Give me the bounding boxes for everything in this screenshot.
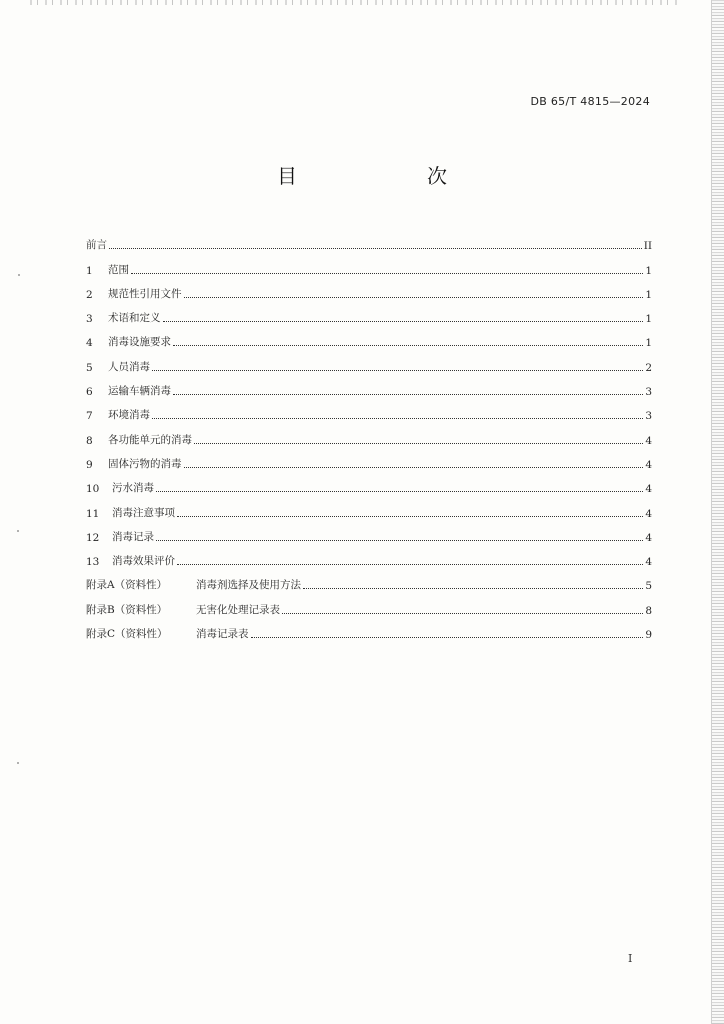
toc-entry[interactable] [86, 252, 652, 276]
toc-leader-dots [173, 345, 643, 346]
toc-entry[interactable] [86, 422, 652, 446]
toc-leader-dots [282, 613, 643, 614]
toc-entry-label: 消毒设施要求 [108, 336, 171, 349]
toc-entry[interactable] [86, 398, 652, 422]
toc-entry-label: 人员消毒 [108, 360, 150, 373]
toc-leader-dots [184, 467, 644, 468]
toc-entry-number: 8 [86, 434, 93, 447]
toc-entry-label: 消毒记录表 [196, 628, 249, 641]
toc-entry[interactable] [86, 592, 652, 616]
toc-entry-number: 9 [86, 458, 93, 471]
toc-entry[interactable] [86, 568, 652, 592]
toc-entry-page: 5 [645, 580, 652, 593]
toc-entry-label: 消毒效果评价 [112, 555, 175, 568]
toc-leader-dots [251, 637, 644, 638]
toc-entry-number: 3 [86, 313, 93, 326]
toc-entry-page: 9 [645, 629, 652, 642]
toc-entry-label: 运输车辆消毒 [108, 385, 171, 398]
toc-leader-dots [156, 491, 643, 492]
toc-entry-page: 4 [645, 507, 652, 520]
toc-entry-page: 4 [645, 531, 652, 544]
toc-entry-number: 附录C（资料性） [86, 628, 168, 641]
toc-entry[interactable] [86, 520, 652, 544]
toc-entry-number: 5 [86, 361, 93, 374]
toc-entry-label: 消毒记录 [112, 530, 154, 543]
toc-entry-page: 4 [645, 434, 652, 447]
toc-entry[interactable] [86, 617, 652, 641]
toc-entry-label: 污水消毒 [112, 482, 154, 495]
table-of-contents [86, 228, 652, 641]
toc-entry-number: 13 [86, 556, 100, 569]
toc-entry-label: 消毒剂选择及使用方法 [196, 579, 301, 592]
toc-entry-label: 环境消毒 [108, 409, 150, 422]
scan-speck [18, 274, 20, 276]
toc-leader-dots [303, 588, 643, 589]
toc-leader-dots [152, 370, 643, 371]
toc-leader-dots [177, 516, 643, 517]
toc-entry-number: 2 [86, 288, 93, 301]
toc-entry-page: 1 [645, 288, 652, 301]
toc-entry-number: 12 [86, 531, 100, 544]
toc-entry-label: 各功能单元的消毒 [108, 433, 192, 446]
toc-entry[interactable] [86, 471, 652, 495]
scan-speck [17, 762, 19, 764]
toc-entry-number: 附录B（资料性） [86, 603, 168, 616]
toc-entry-page: 8 [645, 604, 652, 617]
page-number: I [628, 952, 633, 965]
toc-entry-label: 术语和定义 [108, 312, 161, 325]
toc-entry-label: 固体污物的消毒 [108, 457, 182, 470]
toc-entry-label: 无害化处理记录表 [196, 603, 280, 616]
toc-entry[interactable] [86, 374, 652, 398]
toc-entry[interactable] [86, 447, 652, 471]
toc-leader-dots [156, 540, 643, 541]
toc-entry[interactable] [86, 495, 652, 519]
toc-leader-dots [109, 248, 642, 249]
toc-entry-number: 4 [86, 337, 93, 350]
scan-edge-top [30, 0, 680, 5]
scan-speck [17, 530, 19, 532]
toc-entry[interactable] [86, 325, 652, 349]
toc-title: 目 次 [277, 164, 477, 188]
toc-entry-number: 6 [86, 386, 93, 399]
toc-entry-number: 10 [86, 483, 100, 496]
toc-leader-dots [173, 394, 643, 395]
toc-entry-page: 4 [645, 483, 652, 496]
toc-entry-page: 1 [645, 337, 652, 350]
toc-entry[interactable] [86, 544, 652, 568]
toc-entry[interactable] [86, 277, 652, 301]
toc-entry-page: 4 [645, 556, 652, 569]
toc-entry[interactable] [86, 301, 652, 325]
toc-entry-number: 7 [86, 410, 93, 423]
document-code: DB 65/T 4815—2024 [530, 95, 650, 108]
toc-entry-page: 4 [645, 458, 652, 471]
toc-entry[interactable] [86, 228, 652, 252]
toc-leader-dots [194, 443, 643, 444]
scan-edge-right [711, 0, 724, 1024]
toc-leader-dots [184, 297, 644, 298]
toc-leader-dots [163, 321, 644, 322]
toc-entry-page: II [643, 240, 652, 253]
toc-entry-label: 消毒注意事项 [112, 506, 175, 519]
toc-leader-dots [177, 564, 643, 565]
toc-leader-dots [131, 273, 643, 274]
toc-entry-number: 1 [86, 264, 93, 277]
toc-entry-page: 1 [645, 313, 652, 326]
toc-entry-page: 3 [645, 386, 652, 399]
toc-entry-page: 3 [645, 410, 652, 423]
toc-entry-page: 1 [645, 264, 652, 277]
scan-border-line [711, 0, 712, 1024]
toc-entry-number: 附录A（资料性） [86, 579, 168, 592]
toc-leader-dots [152, 418, 643, 419]
toc-entry-label: 前言 [86, 239, 107, 252]
toc-entry-page: 2 [645, 361, 652, 374]
toc-entry-label: 范围 [108, 263, 129, 276]
toc-entry[interactable] [86, 349, 652, 373]
toc-entry-label: 规范性引用文件 [108, 287, 182, 300]
toc-entry-number: 11 [86, 507, 100, 520]
